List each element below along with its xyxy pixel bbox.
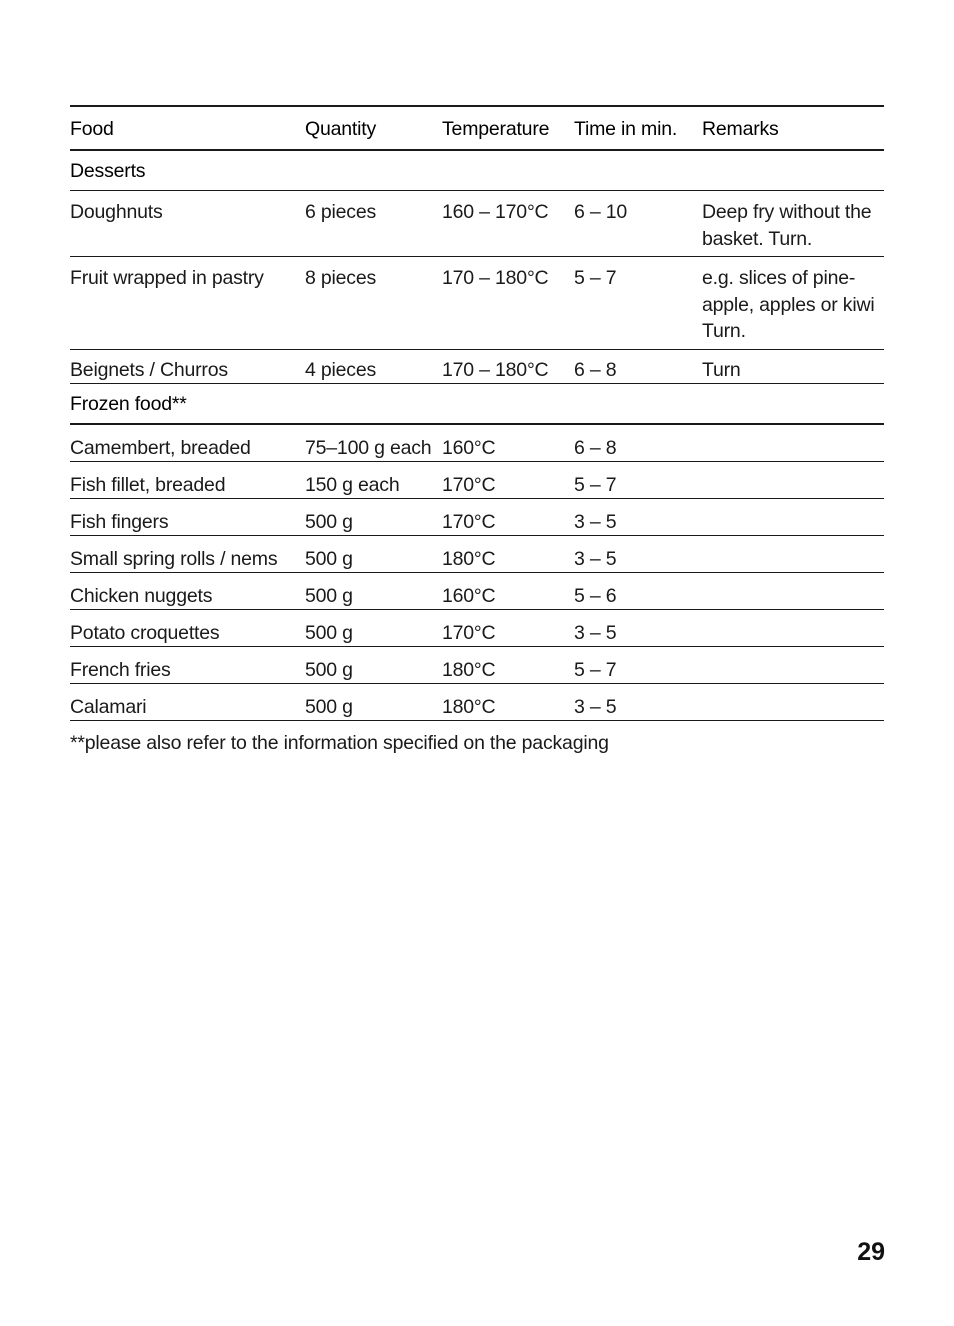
- table-row: [70, 462, 884, 499]
- cell-remarks: [702, 257, 884, 350]
- cell-remarks: [702, 349, 884, 384]
- remarks-line: Turn: [702, 358, 741, 381]
- header-time: Time in min.: [574, 107, 702, 150]
- section-title-desserts: Desserts: [70, 150, 884, 191]
- remarks-line: basket. Turn.: [702, 227, 813, 250]
- cell-time: 3 – 5: [574, 536, 702, 573]
- page-content: [70, 105, 884, 756]
- cell-food: Potato croquettes: [70, 610, 305, 647]
- cell-temperature: 180°C: [442, 647, 574, 684]
- remarks-line: apple, apples or kiwi: [702, 293, 875, 316]
- table-row: [70, 349, 884, 384]
- table-row: [70, 610, 884, 647]
- table-row: [70, 257, 884, 350]
- cell-time: 3 – 5: [574, 610, 702, 647]
- cell-quantity: 500 g: [305, 536, 442, 573]
- cell-food: Calamari: [70, 684, 305, 721]
- cell-quantity: 75–100 g each: [305, 424, 442, 462]
- cell-temperature: 170 – 180°C: [442, 257, 574, 350]
- cell-food: Fruit wrapped in pastry: [70, 257, 305, 350]
- cell-time: 5 – 6: [574, 573, 702, 610]
- cell-remarks: [702, 647, 884, 684]
- table-row: [70, 499, 884, 536]
- cell-food: Fish fillet, breaded: [70, 462, 305, 499]
- table-row: [70, 536, 884, 573]
- header-food: Food: [70, 107, 305, 150]
- cell-quantity: 500 g: [305, 499, 442, 536]
- cell-remarks: [702, 462, 884, 499]
- cell-remarks: [702, 499, 884, 536]
- cell-food: French fries: [70, 647, 305, 684]
- table-header-row: [70, 107, 884, 150]
- cell-time: 6 – 10: [574, 191, 702, 257]
- cell-food: Fish fingers: [70, 499, 305, 536]
- cell-time: 6 – 8: [574, 424, 702, 462]
- cell-time: 5 – 7: [574, 257, 702, 350]
- cell-quantity: 500 g: [305, 573, 442, 610]
- cell-food: Doughnuts: [70, 191, 305, 257]
- cell-quantity: 4 pieces: [305, 349, 442, 384]
- cell-remarks: [702, 536, 884, 573]
- page-number: 29: [857, 1238, 885, 1266]
- table-row: [70, 573, 884, 610]
- remarks-line: Turn.: [702, 320, 746, 342]
- cell-time: 3 – 5: [574, 684, 702, 721]
- table-row: [70, 424, 884, 462]
- cell-quantity: 500 g: [305, 647, 442, 684]
- frozen-food-section: [70, 384, 884, 721]
- cell-temperature: 160°C: [442, 573, 574, 610]
- cell-remarks: [702, 610, 884, 647]
- desserts-section: [70, 150, 884, 384]
- header-quantity: Quantity: [305, 107, 442, 150]
- cell-quantity: 500 g: [305, 610, 442, 647]
- cell-food: Chicken nuggets: [70, 573, 305, 610]
- header-remarks: Remarks: [702, 107, 884, 150]
- cell-quantity: 500 g: [305, 684, 442, 721]
- cell-temperature: 170°C: [442, 610, 574, 647]
- table-row: [70, 684, 884, 721]
- cell-remarks: [702, 191, 884, 257]
- frying-table: [70, 107, 884, 721]
- cell-quantity: 150 g each: [305, 462, 442, 499]
- cell-time: 3 – 5: [574, 499, 702, 536]
- cell-temperature: 160 – 170°C: [442, 191, 574, 257]
- cell-temperature: 180°C: [442, 684, 574, 721]
- cell-temperature: 180°C: [442, 536, 574, 573]
- header-temperature: Temperature: [442, 107, 574, 150]
- remarks-line: e.g. slices of pine-: [702, 267, 856, 289]
- footnote: **please also refer to the information specified on the packaging: [70, 732, 609, 754]
- section-title-frozen-food: Frozen food**: [70, 384, 884, 425]
- cell-quantity: 8 pieces: [305, 257, 442, 350]
- cell-remarks: [702, 424, 884, 462]
- cell-temperature: 170 – 180°C: [442, 349, 574, 384]
- cell-food: Camembert, breaded: [70, 424, 305, 462]
- cell-food: Small spring rolls / nems: [70, 536, 305, 573]
- cell-temperature: 170°C: [442, 499, 574, 536]
- cell-temperature: 170°C: [442, 462, 574, 499]
- cell-remarks: [702, 573, 884, 610]
- cell-temperature: 160°C: [442, 424, 574, 462]
- cell-quantity: 6 pieces: [305, 191, 442, 257]
- cell-time: 5 – 7: [574, 647, 702, 684]
- table-row: [70, 647, 884, 684]
- table-row: [70, 191, 884, 257]
- cell-time: 6 – 8: [574, 349, 702, 384]
- section-heading-row: [70, 150, 884, 191]
- remarks-line: Deep fry without the: [702, 201, 872, 223]
- cell-remarks: [702, 684, 884, 721]
- cell-food: Beignets / Churros: [70, 349, 305, 384]
- section-heading-row: [70, 384, 884, 425]
- cell-time: 5 – 7: [574, 462, 702, 499]
